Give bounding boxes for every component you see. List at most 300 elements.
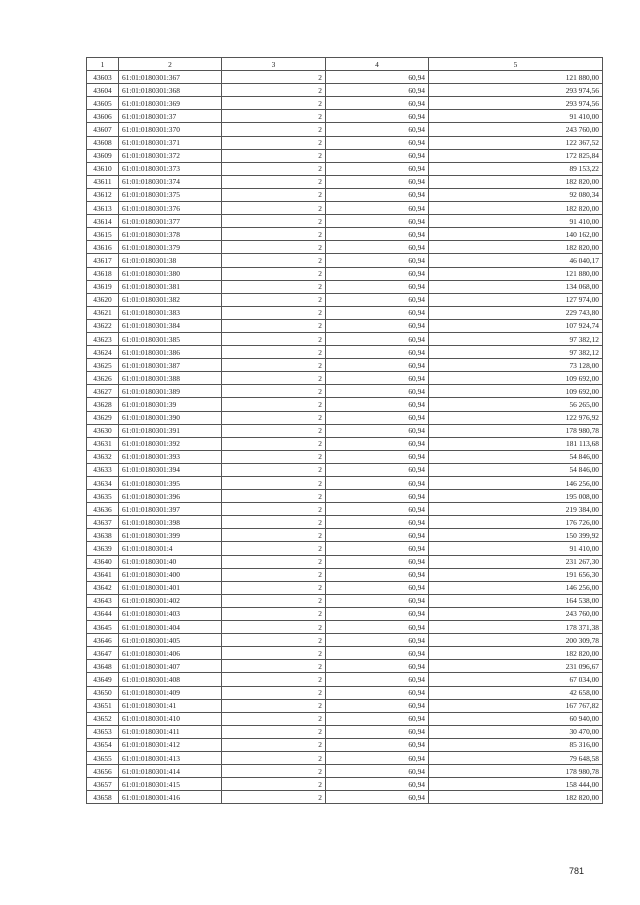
table-cell-col4: 60,94	[326, 175, 429, 188]
table-cell-col4: 60,94	[326, 254, 429, 267]
table-cell-col1: 43645	[87, 621, 119, 634]
table-row	[87, 621, 603, 634]
table-cell-col3: 2	[222, 607, 326, 620]
table-body	[87, 71, 603, 804]
table-cell-col4: 60,94	[326, 123, 429, 136]
table-cell-col3: 2	[222, 411, 326, 424]
table-cell-col5: 97 382,12	[429, 332, 603, 345]
table-cell-col4: 60,94	[326, 332, 429, 345]
table-cell-col1: 43637	[87, 516, 119, 529]
table-row	[87, 738, 603, 751]
table-cell-col2: 61:01:0180301:374	[119, 175, 222, 188]
table-cell-col3: 2	[222, 673, 326, 686]
table-cell-col1: 43609	[87, 149, 119, 162]
table-cell-col2: 61:01:0180301:370	[119, 123, 222, 136]
table-cell-col4: 60,94	[326, 778, 429, 791]
table-cell-col1: 43630	[87, 424, 119, 437]
table-cell-col1: 43633	[87, 463, 119, 476]
table-cell-col3: 2	[222, 149, 326, 162]
table-cell-col4: 60,94	[326, 267, 429, 280]
table-cell-col3: 2	[222, 490, 326, 503]
table-cell-col2: 61:01:0180301:412	[119, 738, 222, 751]
page-number: 781	[568, 866, 584, 876]
table-row	[87, 765, 603, 778]
table-cell-col4: 60,94	[326, 503, 429, 516]
table-cell-col5: 231 096,67	[429, 660, 603, 673]
table-cell-col1: 43631	[87, 437, 119, 450]
table-cell-col4: 60,94	[326, 411, 429, 424]
table-cell-col1: 43613	[87, 202, 119, 215]
table-cell-col4: 60,94	[326, 319, 429, 332]
table-cell-col4: 60,94	[326, 110, 429, 123]
table-row	[87, 424, 603, 437]
table-cell-col3: 2	[222, 424, 326, 437]
table-cell-col3: 2	[222, 241, 326, 254]
table-cell-col2: 61:01:0180301:382	[119, 293, 222, 306]
table-cell-col4: 60,94	[326, 516, 429, 529]
table-cell-col5: 146 256,00	[429, 581, 603, 594]
column-header-5: 5	[429, 58, 603, 71]
table-cell-col5: 91 410,00	[429, 542, 603, 555]
table-cell-col4: 60,94	[326, 751, 429, 764]
table-cell-col5: 97 382,12	[429, 346, 603, 359]
table-cell-col2: 61:01:0180301:407	[119, 660, 222, 673]
table-cell-col2: 61:01:0180301:368	[119, 84, 222, 97]
table-cell-col1: 43617	[87, 254, 119, 267]
table-cell-col4: 60,94	[326, 241, 429, 254]
table-cell-col1: 43628	[87, 398, 119, 411]
table-cell-col2: 61:01:0180301:397	[119, 503, 222, 516]
table-cell-col3: 2	[222, 450, 326, 463]
table-cell-col3: 2	[222, 791, 326, 804]
table-cell-col3: 2	[222, 568, 326, 581]
table-cell-col5: 46 040,17	[429, 254, 603, 267]
table-row	[87, 673, 603, 686]
table-cell-col2: 61:01:0180301:381	[119, 280, 222, 293]
table-row	[87, 332, 603, 345]
table-cell-col5: 54 846,00	[429, 450, 603, 463]
table-row	[87, 71, 603, 84]
table-row	[87, 293, 603, 306]
table-cell-col4: 60,94	[326, 555, 429, 568]
table-cell-col4: 60,94	[326, 634, 429, 647]
table-cell-col3: 2	[222, 332, 326, 345]
table-cell-col2: 61:01:0180301:401	[119, 581, 222, 594]
table-row	[87, 175, 603, 188]
table-cell-col2: 61:01:0180301:402	[119, 594, 222, 607]
table-row	[87, 751, 603, 764]
table-cell-col5: 219 384,00	[429, 503, 603, 516]
table-cell-col4: 60,94	[326, 477, 429, 490]
table-row	[87, 110, 603, 123]
table-row	[87, 555, 603, 568]
table-cell-col1: 43643	[87, 594, 119, 607]
table-cell-col2: 61:01:0180301:41	[119, 699, 222, 712]
table-cell-col1: 43650	[87, 686, 119, 699]
table-cell-col5: 293 974,56	[429, 84, 603, 97]
table-cell-col5: 121 880,00	[429, 71, 603, 84]
table-cell-col1: 43647	[87, 647, 119, 660]
table-cell-col2: 61:01:0180301:372	[119, 149, 222, 162]
table-cell-col2: 61:01:0180301:403	[119, 607, 222, 620]
table-row	[87, 634, 603, 647]
table-cell-col4: 60,94	[326, 136, 429, 149]
table-cell-col1: 43606	[87, 110, 119, 123]
table-cell-col5: 56 265,00	[429, 398, 603, 411]
table-cell-col3: 2	[222, 306, 326, 319]
table-cell-col4: 60,94	[326, 765, 429, 778]
table-cell-col2: 61:01:0180301:380	[119, 267, 222, 280]
table-cell-col4: 60,94	[326, 228, 429, 241]
table-cell-col5: 229 743,80	[429, 306, 603, 319]
table-cell-col3: 2	[222, 738, 326, 751]
table-cell-col3: 2	[222, 293, 326, 306]
table-cell-col3: 2	[222, 594, 326, 607]
table-cell-col4: 60,94	[326, 529, 429, 542]
table-row	[87, 241, 603, 254]
table-cell-col4: 60,94	[326, 607, 429, 620]
table-row	[87, 437, 603, 450]
table-cell-col5: 182 820,00	[429, 202, 603, 215]
table-cell-col4: 60,94	[326, 372, 429, 385]
table-cell-col4: 60,94	[326, 280, 429, 293]
table-row	[87, 319, 603, 332]
table-cell-col5: 91 410,00	[429, 215, 603, 228]
table-row	[87, 228, 603, 241]
table-cell-col3: 2	[222, 202, 326, 215]
table-cell-col3: 2	[222, 280, 326, 293]
table-row	[87, 267, 603, 280]
table-row	[87, 372, 603, 385]
table-cell-col5: 172 825,84	[429, 149, 603, 162]
table-cell-col5: 178 980,78	[429, 765, 603, 778]
table-cell-col3: 2	[222, 555, 326, 568]
table-cell-col1: 43621	[87, 306, 119, 319]
table-cell-col1: 43654	[87, 738, 119, 751]
table-row	[87, 202, 603, 215]
table-cell-col3: 2	[222, 712, 326, 725]
table-cell-col4: 60,94	[326, 398, 429, 411]
table-cell-col5: 42 658,00	[429, 686, 603, 699]
table-cell-col1: 43604	[87, 84, 119, 97]
table-cell-col2: 61:01:0180301:413	[119, 751, 222, 764]
table-cell-col4: 60,94	[326, 647, 429, 660]
table-cell-col4: 60,94	[326, 725, 429, 738]
table-cell-col3: 2	[222, 477, 326, 490]
table-cell-col5: 54 846,00	[429, 463, 603, 476]
table-cell-col5: 89 153,22	[429, 162, 603, 175]
table-cell-col5: 30 470,00	[429, 725, 603, 738]
header-row	[87, 58, 603, 71]
table-cell-col3: 2	[222, 725, 326, 738]
table-cell-col5: 60 940,00	[429, 712, 603, 725]
table-cell-col3: 2	[222, 437, 326, 450]
table-row	[87, 594, 603, 607]
table-cell-col2: 61:01:0180301:390	[119, 411, 222, 424]
table-cell-col3: 2	[222, 529, 326, 542]
table-cell-col5: 140 162,00	[429, 228, 603, 241]
table-cell-col2: 61:01:0180301:408	[119, 673, 222, 686]
table-cell-col2: 61:01:0180301:378	[119, 228, 222, 241]
table-cell-col2: 61:01:0180301:415	[119, 778, 222, 791]
table-cell-col5: 109 692,00	[429, 385, 603, 398]
table-row	[87, 280, 603, 293]
table-cell-col3: 2	[222, 188, 326, 201]
table-cell-col2: 61:01:0180301:369	[119, 97, 222, 110]
table-cell-col3: 2	[222, 215, 326, 228]
table-cell-col2: 61:01:0180301:383	[119, 306, 222, 319]
table-cell-col4: 60,94	[326, 202, 429, 215]
table-cell-col4: 60,94	[326, 162, 429, 175]
table-row	[87, 490, 603, 503]
table-row	[87, 136, 603, 149]
table-cell-col1: 43641	[87, 568, 119, 581]
table-cell-col2: 61:01:0180301:410	[119, 712, 222, 725]
table-cell-col3: 2	[222, 503, 326, 516]
table-cell-col5: 195 008,00	[429, 490, 603, 503]
table-cell-col4: 60,94	[326, 621, 429, 634]
table-cell-col3: 2	[222, 267, 326, 280]
table-cell-col1: 43612	[87, 188, 119, 201]
table-cell-col5: 191 656,30	[429, 568, 603, 581]
table-cell-col5: 158 444,00	[429, 778, 603, 791]
table-row	[87, 529, 603, 542]
table-cell-col4: 60,94	[326, 450, 429, 463]
table-cell-col1: 43636	[87, 503, 119, 516]
table-cell-col1: 43625	[87, 359, 119, 372]
table-cell-col4: 60,94	[326, 97, 429, 110]
table-cell-col1: 43627	[87, 385, 119, 398]
table-cell-col4: 60,94	[326, 385, 429, 398]
table-row	[87, 463, 603, 476]
table-cell-col5: 122 976,92	[429, 411, 603, 424]
table-cell-col2: 61:01:0180301:375	[119, 188, 222, 201]
table-cell-col1: 43638	[87, 529, 119, 542]
table-cell-col2: 61:01:0180301:37	[119, 110, 222, 123]
table-row	[87, 542, 603, 555]
table-row	[87, 607, 603, 620]
table-cell-col4: 60,94	[326, 215, 429, 228]
table-cell-col1: 43603	[87, 71, 119, 84]
table-cell-col4: 60,94	[326, 791, 429, 804]
table-cell-col2: 61:01:0180301:379	[119, 241, 222, 254]
table-cell-col5: 92 080,34	[429, 188, 603, 201]
table-cell-col1: 43657	[87, 778, 119, 791]
table-cell-col5: 91 410,00	[429, 110, 603, 123]
table-cell-col2: 61:01:0180301:40	[119, 555, 222, 568]
table-cell-col2: 61:01:0180301:377	[119, 215, 222, 228]
table-cell-col1: 43611	[87, 175, 119, 188]
table-cell-col2: 61:01:0180301:409	[119, 686, 222, 699]
table-cell-col1: 43656	[87, 765, 119, 778]
table-row	[87, 149, 603, 162]
table-cell-col1: 43644	[87, 607, 119, 620]
table-cell-col4: 60,94	[326, 568, 429, 581]
table-cell-col1: 43610	[87, 162, 119, 175]
table-cell-col5: 231 267,30	[429, 555, 603, 568]
table-cell-col2: 61:01:0180301:405	[119, 634, 222, 647]
table-cell-col3: 2	[222, 110, 326, 123]
table-cell-col2: 61:01:0180301:385	[119, 332, 222, 345]
table-cell-col4: 60,94	[326, 594, 429, 607]
table-row	[87, 123, 603, 136]
table-cell-col3: 2	[222, 385, 326, 398]
table-cell-col4: 60,94	[326, 71, 429, 84]
table-cell-col4: 60,94	[326, 738, 429, 751]
table-cell-col3: 2	[222, 136, 326, 149]
table-row	[87, 162, 603, 175]
table-cell-col3: 2	[222, 84, 326, 97]
table-cell-col5: 146 256,00	[429, 477, 603, 490]
table-cell-col1: 43624	[87, 346, 119, 359]
register-table	[86, 57, 603, 804]
table-cell-col1: 43632	[87, 450, 119, 463]
table-cell-col5: 109 692,00	[429, 372, 603, 385]
table-row	[87, 778, 603, 791]
table-cell-col3: 2	[222, 398, 326, 411]
table-cell-col1: 43640	[87, 555, 119, 568]
table-cell-col5: 293 974,56	[429, 97, 603, 110]
table-cell-col1: 43652	[87, 712, 119, 725]
table-cell-col2: 61:01:0180301:386	[119, 346, 222, 359]
table-cell-col2: 61:01:0180301:371	[119, 136, 222, 149]
table-cell-col1: 43651	[87, 699, 119, 712]
table-cell-col1: 43616	[87, 241, 119, 254]
table-cell-col4: 60,94	[326, 673, 429, 686]
table-cell-col3: 2	[222, 97, 326, 110]
table-cell-col2: 61:01:0180301:399	[119, 529, 222, 542]
table-cell-col2: 61:01:0180301:395	[119, 477, 222, 490]
table-cell-col3: 2	[222, 123, 326, 136]
table-row	[87, 254, 603, 267]
table-cell-col3: 2	[222, 621, 326, 634]
table-cell-col3: 2	[222, 516, 326, 529]
table-cell-col4: 60,94	[326, 149, 429, 162]
table-cell-col3: 2	[222, 765, 326, 778]
table-cell-col3: 2	[222, 346, 326, 359]
table-cell-col2: 61:01:0180301:392	[119, 437, 222, 450]
table-cell-col4: 60,94	[326, 463, 429, 476]
table-cell-col5: 167 767,82	[429, 699, 603, 712]
table-cell-col2: 61:01:0180301:373	[119, 162, 222, 175]
table-cell-col5: 243 760,00	[429, 123, 603, 136]
table-cell-col3: 2	[222, 751, 326, 764]
table-cell-col5: 164 538,00	[429, 594, 603, 607]
table-cell-col5: 150 399,92	[429, 529, 603, 542]
table-row	[87, 712, 603, 725]
table-cell-col2: 61:01:0180301:394	[119, 463, 222, 476]
table-cell-col4: 60,94	[326, 581, 429, 594]
table-cell-col3: 2	[222, 162, 326, 175]
table-row	[87, 581, 603, 594]
table-cell-col2: 61:01:0180301:398	[119, 516, 222, 529]
table-cell-col5: 182 820,00	[429, 791, 603, 804]
table-cell-col3: 2	[222, 359, 326, 372]
table-cell-col5: 107 924,74	[429, 319, 603, 332]
table-row	[87, 699, 603, 712]
column-header-4: 4	[326, 58, 429, 71]
table-cell-col3: 2	[222, 542, 326, 555]
table-row	[87, 647, 603, 660]
table-row	[87, 568, 603, 581]
table-row	[87, 306, 603, 319]
table-cell-col2: 61:01:0180301:387	[119, 359, 222, 372]
table-cell-col4: 60,94	[326, 293, 429, 306]
table-cell-col5: 178 980,78	[429, 424, 603, 437]
table-row	[87, 725, 603, 738]
table-cell-col1: 43615	[87, 228, 119, 241]
table-cell-col5: 134 068,00	[429, 280, 603, 293]
table-cell-col3: 2	[222, 686, 326, 699]
table-cell-col3: 2	[222, 778, 326, 791]
table-cell-col1: 43620	[87, 293, 119, 306]
table-cell-col5: 181 113,68	[429, 437, 603, 450]
table-cell-col4: 60,94	[326, 699, 429, 712]
table-cell-col3: 2	[222, 254, 326, 267]
table-cell-col4: 60,94	[326, 188, 429, 201]
table-cell-col4: 60,94	[326, 359, 429, 372]
table-row	[87, 346, 603, 359]
table-cell-col5: 122 367,52	[429, 136, 603, 149]
table-cell-col2: 61:01:0180301:400	[119, 568, 222, 581]
table-cell-col5: 79 648,58	[429, 751, 603, 764]
table-cell-col2: 61:01:0180301:39	[119, 398, 222, 411]
table-cell-col5: 85 316,00	[429, 738, 603, 751]
table-cell-col2: 61:01:0180301:396	[119, 490, 222, 503]
table-cell-col4: 60,94	[326, 346, 429, 359]
table-cell-col3: 2	[222, 228, 326, 241]
table-row	[87, 503, 603, 516]
table-cell-col1: 43653	[87, 725, 119, 738]
table-cell-col2: 61:01:0180301:4	[119, 542, 222, 555]
table-cell-col2: 61:01:0180301:406	[119, 647, 222, 660]
table-cell-col1: 43623	[87, 332, 119, 345]
table-cell-col5: 67 034,00	[429, 673, 603, 686]
column-header-3: 3	[222, 58, 326, 71]
table-cell-col3: 2	[222, 463, 326, 476]
table-cell-col5: 121 880,00	[429, 267, 603, 280]
table-cell-col3: 2	[222, 319, 326, 332]
table-cell-col1: 43634	[87, 477, 119, 490]
table-row	[87, 188, 603, 201]
table-cell-col1: 43635	[87, 490, 119, 503]
table-cell-col3: 2	[222, 647, 326, 660]
table-row	[87, 516, 603, 529]
table-cell-col2: 61:01:0180301:384	[119, 319, 222, 332]
table-cell-col1: 43607	[87, 123, 119, 136]
table-cell-col1: 43648	[87, 660, 119, 673]
table-cell-col3: 2	[222, 660, 326, 673]
table-cell-col1: 43626	[87, 372, 119, 385]
table-cell-col3: 2	[222, 372, 326, 385]
table-cell-col2: 61:01:0180301:416	[119, 791, 222, 804]
table-cell-col2: 61:01:0180301:389	[119, 385, 222, 398]
table-cell-col5: 243 760,00	[429, 607, 603, 620]
table-cell-col1: 43618	[87, 267, 119, 280]
table-cell-col2: 61:01:0180301:393	[119, 450, 222, 463]
table-cell-col1: 43622	[87, 319, 119, 332]
table-row	[87, 686, 603, 699]
table-cell-col4: 60,94	[326, 306, 429, 319]
table-row	[87, 385, 603, 398]
column-header-1: 1	[87, 58, 119, 71]
table-cell-col4: 60,94	[326, 424, 429, 437]
table-row	[87, 450, 603, 463]
table-cell-col2: 61:01:0180301:38	[119, 254, 222, 267]
table-cell-col2: 61:01:0180301:391	[119, 424, 222, 437]
table-cell-col1: 43642	[87, 581, 119, 594]
table-cell-col3: 2	[222, 71, 326, 84]
